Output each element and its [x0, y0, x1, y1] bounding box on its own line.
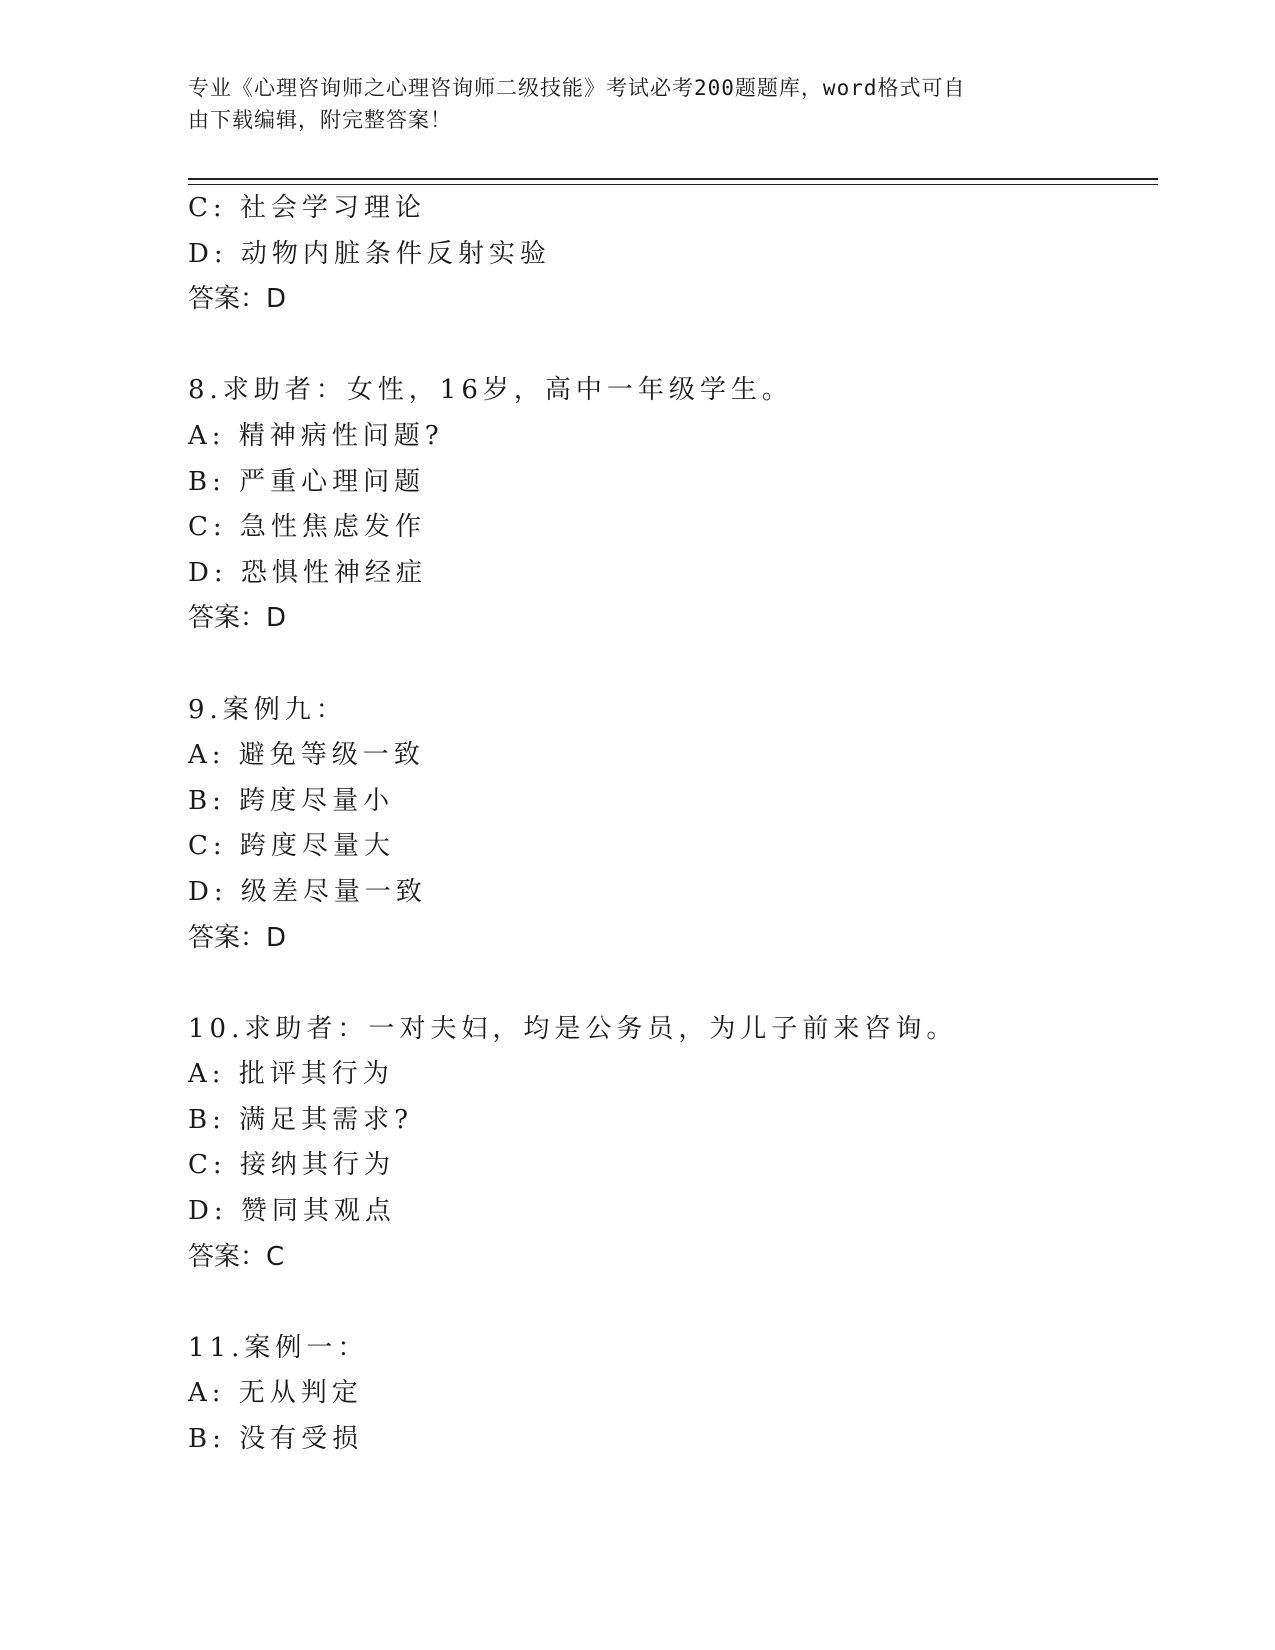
question-stem: 9.案例九： [188, 694, 347, 725]
option-line: D: 赞同其观点 [188, 1196, 396, 1227]
answer-line: 答案：D [188, 603, 287, 634]
answer-line: 答案：D [188, 284, 287, 315]
question-stem: 8.求助者：女性，16岁，高中一年级学生。 [188, 375, 793, 406]
option-line: C: 接纳其行为 [188, 1150, 395, 1181]
option-line: D: 动物内脏条件反射实验 [188, 238, 551, 269]
option-line: B: 跨度尽量小 [188, 785, 395, 816]
option-line: D: 级差尽量一致 [188, 876, 427, 907]
option-line: A: 批评其行为 [188, 1059, 394, 1090]
question-stem: 11.案例一： [188, 1332, 369, 1363]
block-spacer [188, 323, 1158, 369]
block-spacer [188, 642, 1158, 688]
block-spacer [188, 1280, 1158, 1326]
option-line: A: 精神病性问题? [188, 420, 444, 451]
header-rule-thick [188, 178, 1158, 180]
option-line: C: 社会学习理论 [188, 193, 426, 223]
option-line: B: 严重心理问题 [188, 466, 426, 497]
answer-line: 答案：C [188, 1241, 285, 1272]
option-line: A: 无从判定 [188, 1378, 363, 1409]
question-stem: 10.求助者：一对夫妇，均是公务员，为儿子前来咨询。 [188, 1013, 958, 1044]
answer-line: 答案：D [188, 922, 287, 953]
option-line: C: 急性焦虑发作 [188, 512, 426, 543]
option-line: B: 没有受损 [188, 1424, 364, 1455]
option-line: A: 避免等级一致 [188, 740, 425, 771]
header-line-2: 由下载编辑，附完整答案！ [188, 108, 452, 132]
document-header [188, 72, 1068, 136]
option-line: C: 跨度尽量大 [188, 831, 395, 862]
option-line: D: 恐惧性神经症 [188, 557, 427, 588]
header-line-1: 专业《心理咨询师之心理咨询师二级技能》考试必考200题题库，word格式可自 [188, 76, 966, 100]
option-line: B: 满足其需求? [188, 1104, 414, 1135]
block-spacer [188, 961, 1158, 1007]
question-list [188, 186, 1158, 1463]
header-rule-thin [188, 184, 1158, 185]
